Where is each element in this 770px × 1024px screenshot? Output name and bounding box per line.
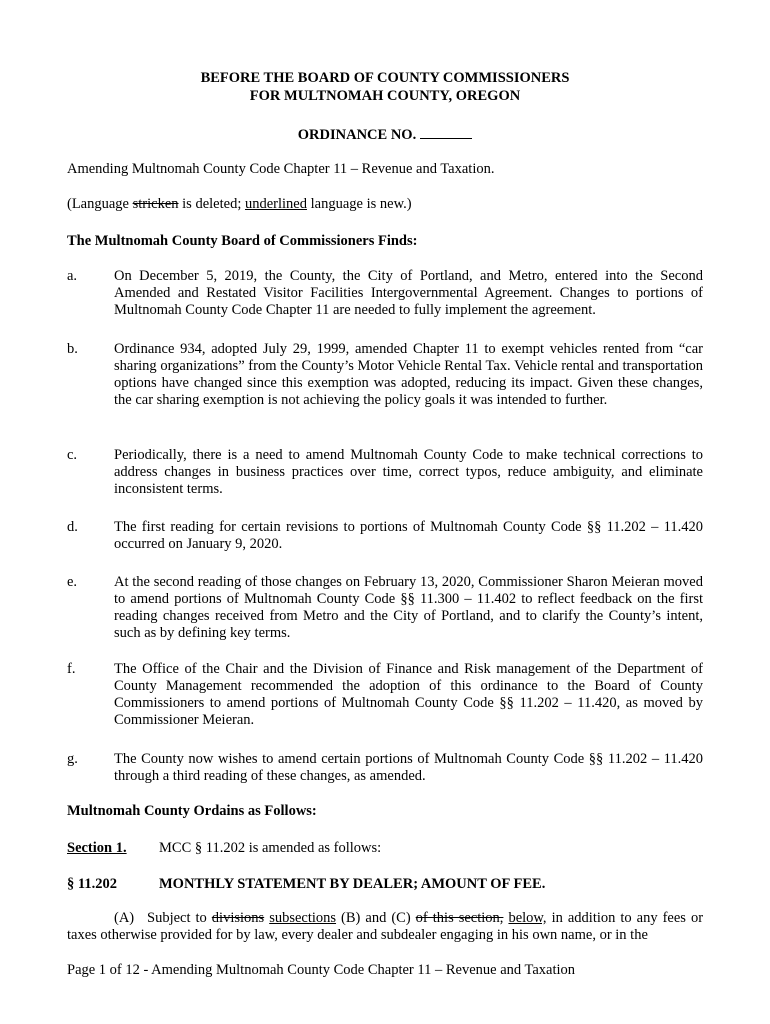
ordains-heading: Multnomah County Ordains as Follows: <box>67 803 317 819</box>
inserted-text: below, <box>508 910 547 926</box>
legend-stricken-sample: stricken <box>132 196 179 212</box>
finding-letter: f. <box>67 661 76 677</box>
deleted-text: divisions <box>211 910 265 926</box>
ordinance-number <box>0 125 770 144</box>
ordinance-label: ORDINANCE NO. <box>297 127 417 143</box>
change-legend <box>67 196 703 213</box>
finding-text: At the second reading of those changes on February 13, 2020, Commissioner Sharon Meieran moved to amend portions of Multnomah County Code §§ 11.300 – 11.402 to reflect feedback on the first reading changes received from Metro and the City of Portland, and to clarify the County’s intent, such as by defining key terms. <box>114 574 703 641</box>
finding-text: The Office of the Chair and the Division of Finance and Risk management of the Department of County Management recommended the adoption of this ordinance to the Board of County Commissioners to amend portions of Multnomah County Code §§ 11.202 – 11.420, as moved by Commissioner Meieran. <box>114 661 703 728</box>
finding-text: The first reading for certain revisions to portions of Multnomah County Code §§ 11.202 – 11.420 occurred on January 9, 2020. <box>114 519 703 552</box>
section-1-text: MCC § 11.202 is amended as follows: <box>159 840 382 856</box>
ordinance-number-blank <box>420 125 472 139</box>
section-1-label: Section 1. <box>67 840 127 856</box>
section-number: § 11.202 <box>67 876 117 892</box>
page-footer: Page 1 of 12 - Amending Multnomah County Code Chapter 11 – Revenue and Taxation <box>67 962 576 978</box>
finding-text: The County now wishes to amend certain portions of Multnomah County Code §§ 11.202 – 11.420 through a third reading of these changes, as amended. <box>114 751 703 784</box>
paragraph-a <box>67 910 703 944</box>
finding-text: On December 5, 2019, the County, the City of Portland, and Metro, entered into the Second Amended and Restated Visitor Facilities Intergovernmental Agreement. Changes to portions of Multnomah County Code Chapter 11 are needed to fully implement the agreement. <box>114 268 703 318</box>
finding-letter: c. <box>67 447 78 463</box>
ordinance-subject: Amending Multnomah County Code Chapter 11 – Revenue and Taxation. <box>67 161 495 177</box>
finding-letter: b. <box>67 341 78 357</box>
legend-suffix: language is new.) <box>307 196 412 212</box>
finding-letter: a. <box>67 268 78 284</box>
finding-letter: e. <box>67 574 78 590</box>
finding-text: Ordinance 934, adopted July 29, 1999, amended Chapter 11 to exempt vehicles rented from “car sharing organizations” from the County’s Motor Vehicle Rental Tax. Vehicle rental and transportation options have changed since this exemption was adopted, reducing its impact. Given these changes, the car sharing exemption is not achieving the policy goals it was intended to further. <box>114 341 703 408</box>
paragraph-a-text: Subject to <box>147 910 212 926</box>
section-1 <box>67 840 703 857</box>
section-heading <box>67 876 703 893</box>
finding-letter: d. <box>67 519 78 535</box>
inserted-text: subsections <box>269 910 337 926</box>
finding-letter: g. <box>67 751 78 767</box>
section-title: MONTHLY STATEMENT BY DEALER; AMOUNT OF FEE. <box>159 876 546 892</box>
paragraph-a-label: (A) <box>114 910 135 926</box>
header-line-2: FOR MULTNOMAH COUNTY, OREGON <box>249 88 521 104</box>
paragraph-a-text: (B) and (C) <box>336 910 416 926</box>
legend-prefix: (Language <box>67 196 133 212</box>
finding-text: Periodically, there is a need to amend Multnomah County Code to make technical corrections to address changes in business practices over time, correct typos, reduce ambiguity, and eliminate inconsistent terms. <box>114 447 703 497</box>
header-line-1: BEFORE THE BOARD OF COUNTY COMMISSIONERS <box>200 70 570 86</box>
paragraph-a-text: in addition to any fees or taxes otherwise provided for by law, every dealer and subdealer engaging in his own name, or in the <box>67 910 704 943</box>
legend-mid: is deleted; <box>178 196 245 212</box>
legend-underlined-sample: underlined <box>244 196 307 212</box>
deleted-text: of this section, <box>415 910 504 926</box>
findings-heading: The Multnomah County Board of Commissioners Finds: <box>67 233 418 249</box>
